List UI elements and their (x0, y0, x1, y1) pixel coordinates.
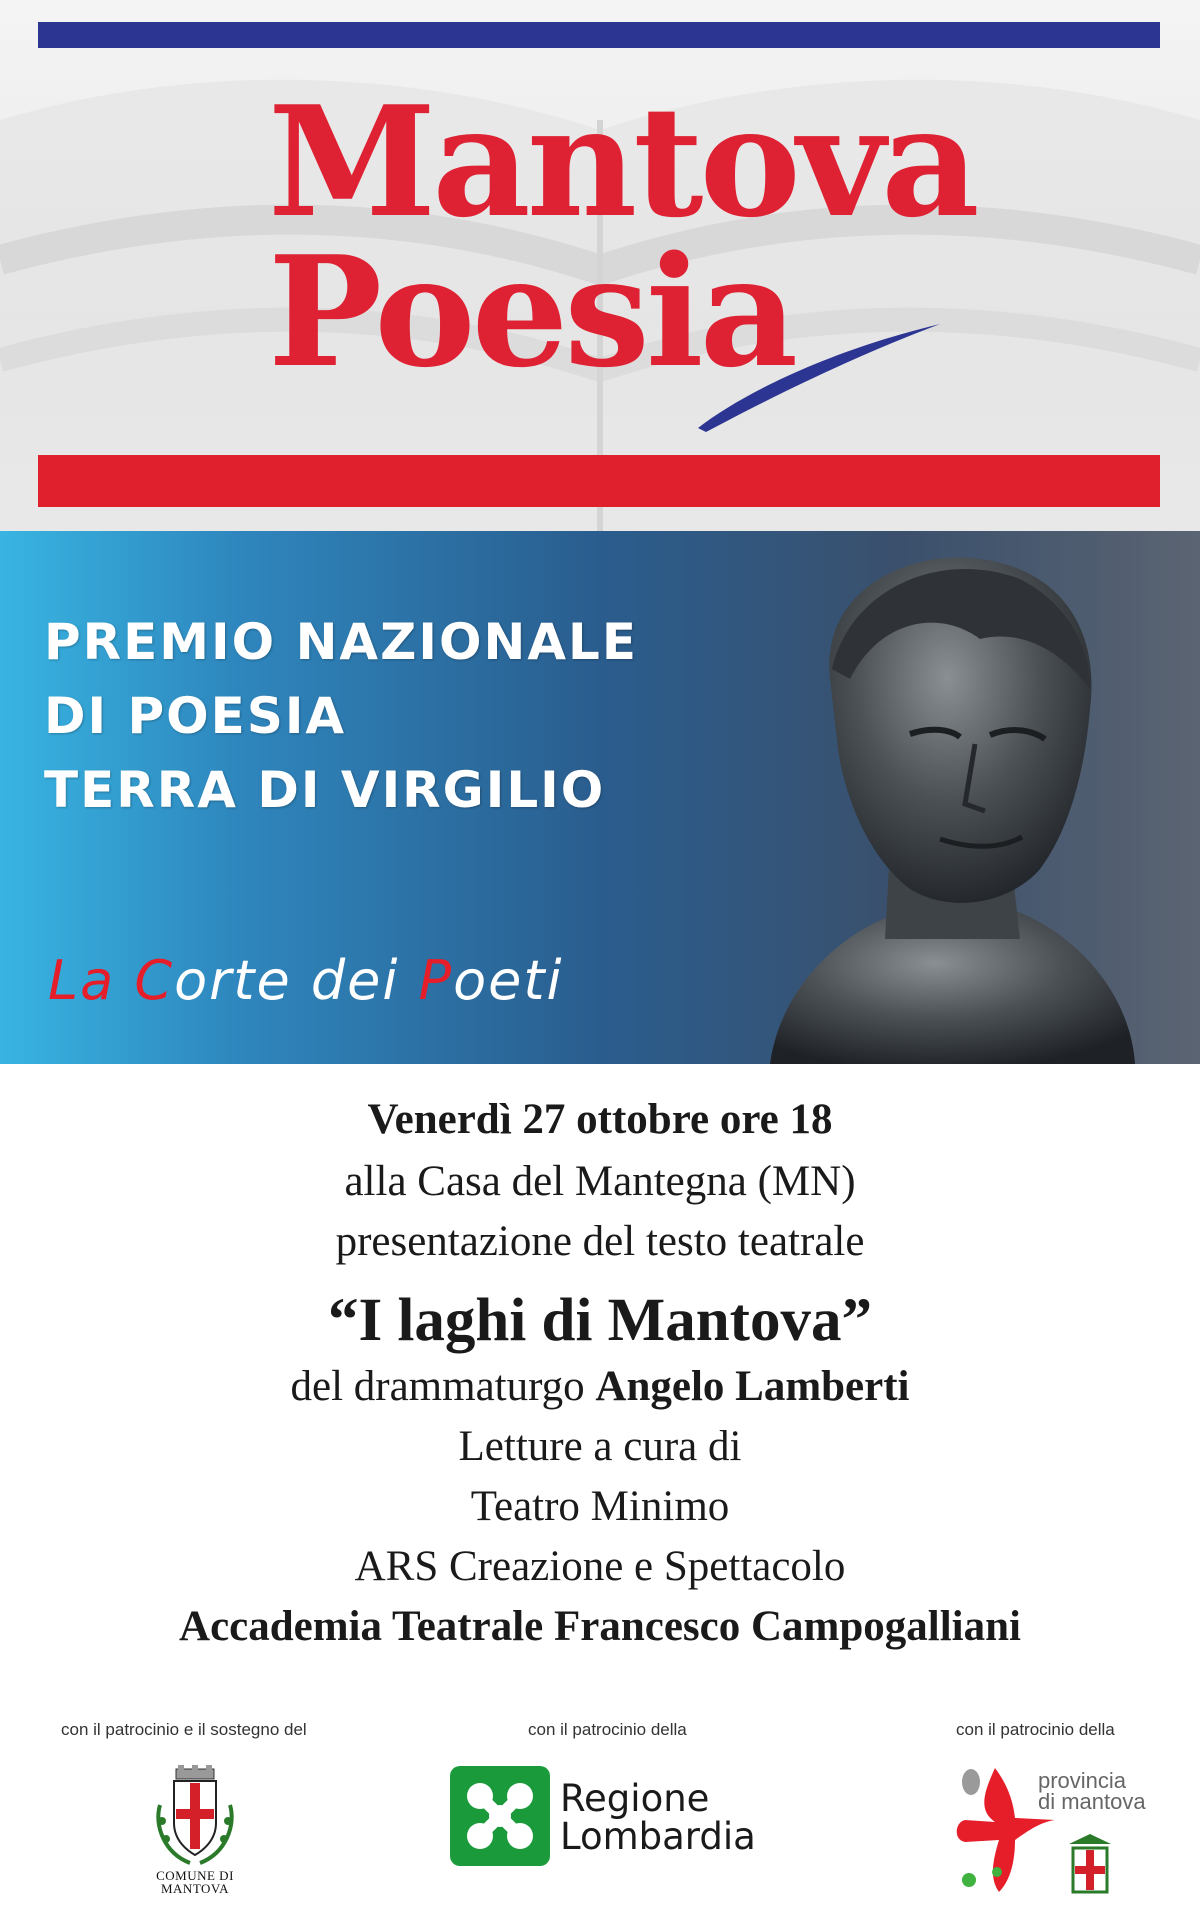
tagline-part: C (134, 949, 175, 1012)
premio-title-line-2: DI POESIA (44, 687, 347, 745)
header-logo-area (0, 0, 1200, 531)
readings-intro: Letture a cura di (458, 1423, 742, 1470)
tagline-part: P (418, 949, 454, 1012)
tagline-part: orte dei (174, 949, 419, 1012)
event-datetime: Venerdì 27 ottobre ore 18 (367, 1096, 833, 1143)
bottom-red-stripe (38, 455, 1160, 507)
provincia-label-line1: provincia (1038, 1768, 1127, 1793)
play-title: “I laghi di Mantova” (328, 1287, 872, 1354)
regione-lombardia-icon (450, 1766, 550, 1866)
logo-mantova: Mantova (268, 72, 976, 251)
logo-swoosh-icon (690, 318, 950, 438)
provincia-label-line2: di mantova (1038, 1789, 1146, 1814)
regione-label-line2: Lombardia (560, 1815, 756, 1858)
event-venue: alla Casa del Mantegna (MN) (344, 1158, 856, 1205)
author-prefix: del drammaturgo (290, 1363, 596, 1410)
premio-banner (0, 531, 1200, 1064)
comune-mantova-logo (150, 1765, 240, 1895)
logo-poesia: Poesia (268, 222, 795, 401)
sponsor-caption-provincia: con il patrocinio della (956, 1720, 1115, 1739)
tagline-part: oeti (453, 949, 564, 1012)
group-teatro-minimo: Teatro Minimo (470, 1483, 730, 1530)
play-author (0, 1365, 1200, 1408)
corte-dei-poeti-tagline (48, 949, 564, 1012)
comune-label-line1: COMUNE DI (156, 1868, 234, 1883)
top-blue-stripe (38, 22, 1160, 48)
sponsor-caption-regione: con il patrocinio della (528, 1720, 687, 1739)
virgilio-bust-image (760, 549, 1140, 1064)
premio-title-line-1: PREMIO NAZIONALE (44, 613, 639, 671)
sponsor-caption-comune: con il patrocinio e il sostegno del (61, 1720, 307, 1739)
group-accademia: Accademia Teatrale Francesco Campogalliani (179, 1603, 1021, 1650)
premio-title-line-3: TERRA DI VIRGILIO (44, 761, 606, 819)
event-presentation: presentazione del testo teatrale (335, 1218, 865, 1265)
comune-label-line2: MANTOVA (160, 1881, 230, 1896)
comune-crest-icon (150, 1765, 240, 1870)
author-name: Angelo Lamberti (595, 1363, 910, 1410)
regione-label-line1: Regione (560, 1777, 710, 1820)
group-ars: ARS Creazione e Spettacolo (354, 1543, 846, 1590)
tagline-part: La (48, 949, 135, 1012)
